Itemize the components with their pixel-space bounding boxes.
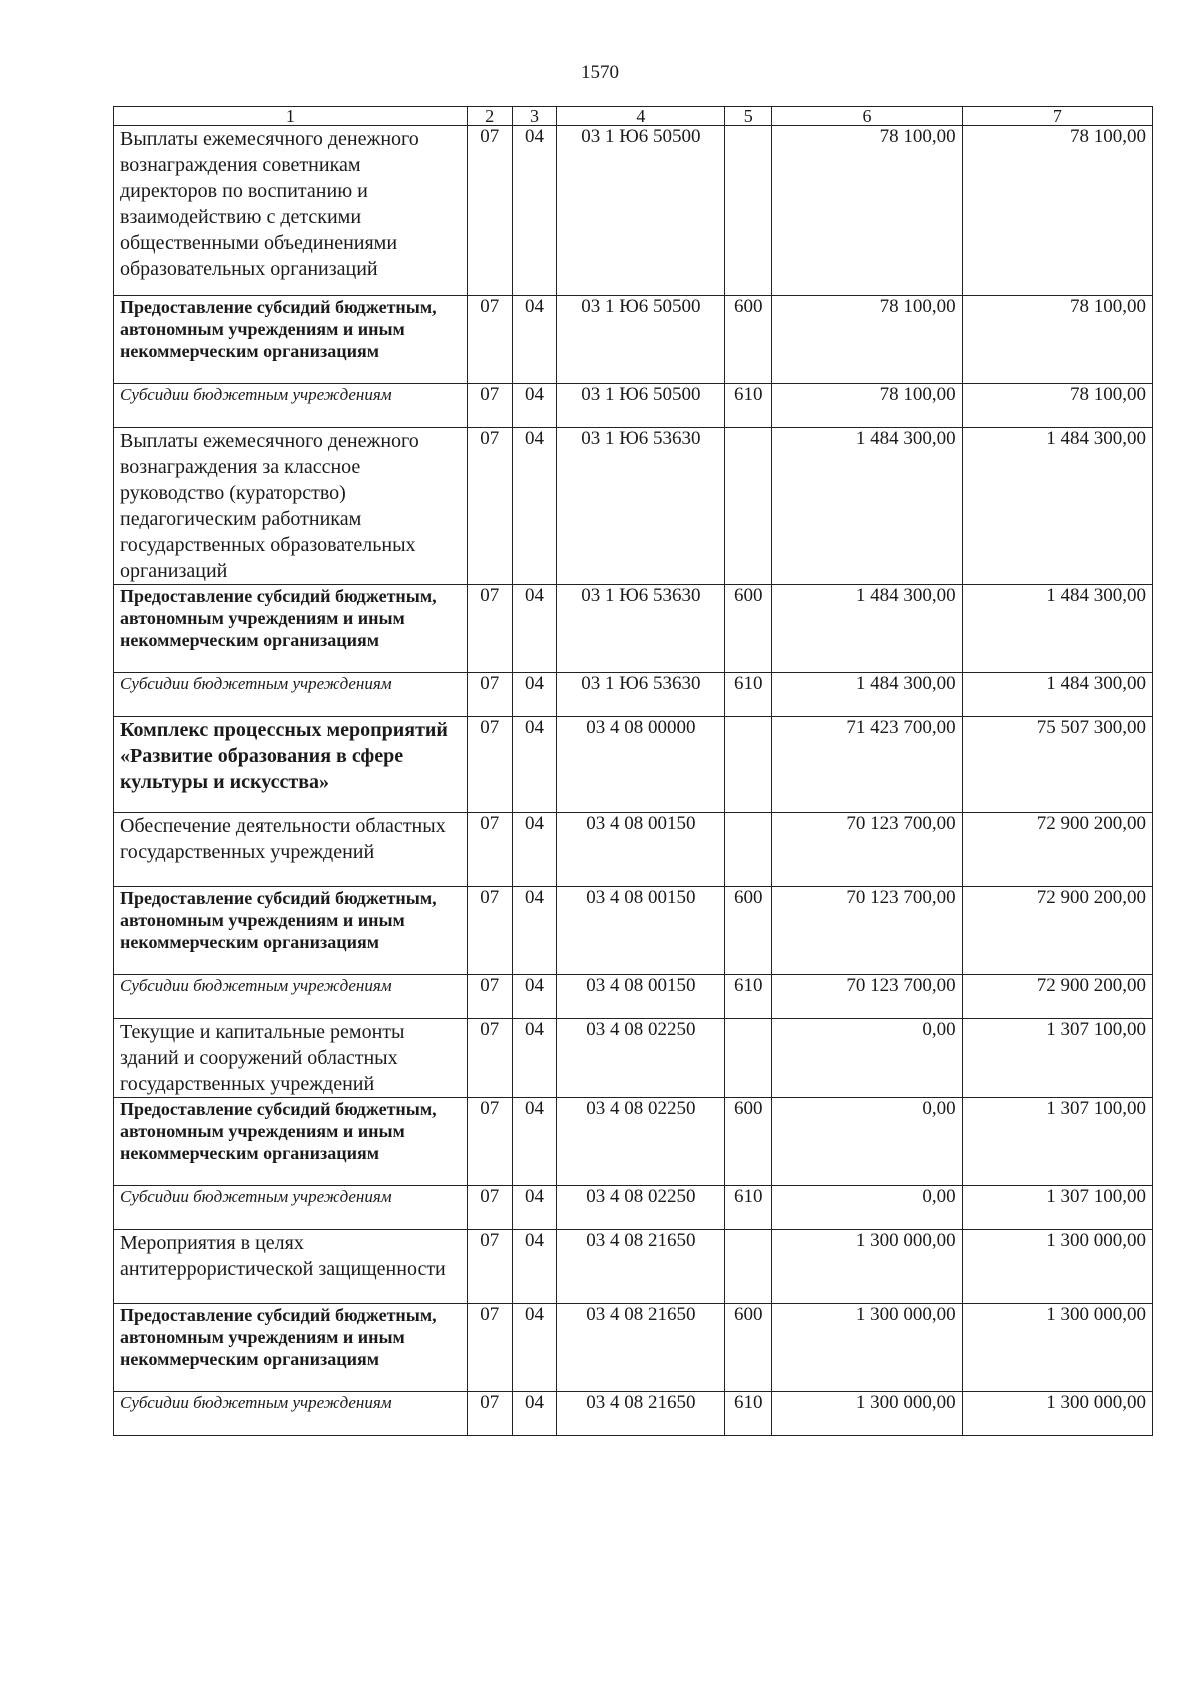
row-amount-cell: 1 484 300,00 xyxy=(962,585,1152,673)
row-amount-cell: 78 100,00 xyxy=(772,384,962,428)
row-target-code-cell: 03 4 08 02250 xyxy=(557,1186,725,1230)
row-subsection-cell: 04 xyxy=(512,717,557,813)
row-amount-cell: 1 484 300,00 xyxy=(962,673,1152,717)
table-body xyxy=(114,126,1153,1436)
row-target-code-cell: 03 4 08 00150 xyxy=(557,813,725,887)
table-row xyxy=(114,585,1153,673)
table-row xyxy=(114,887,1153,975)
row-target-code-cell: 03 1 Ю6 50500 xyxy=(557,296,725,384)
row-section-cell: 07 xyxy=(467,813,512,887)
row-subsection-cell: 04 xyxy=(512,813,557,887)
row-target-code-cell: 03 4 08 21650 xyxy=(557,1392,725,1436)
row-name-cell: Субсидии бюджетным учреждениям xyxy=(114,673,468,717)
row-name-cell: Предоставление субсидий бюджетным, автономным учреждениям и иным некоммерческим организациям xyxy=(114,887,468,975)
row-subsection-cell: 04 xyxy=(512,1230,557,1304)
row-amount-cell: 0,00 xyxy=(772,1019,962,1098)
header-cell: 7 xyxy=(962,107,1152,126)
row-section-cell: 07 xyxy=(467,1186,512,1230)
row-subsection-cell: 04 xyxy=(512,585,557,673)
table-row xyxy=(114,813,1153,887)
row-expense-type-cell: 610 xyxy=(725,1392,772,1436)
row-amount-cell: 1 484 300,00 xyxy=(772,585,962,673)
row-amount-cell: 71 423 700,00 xyxy=(772,717,962,813)
row-expense-type-cell: 600 xyxy=(725,296,772,384)
row-subsection-cell: 04 xyxy=(512,384,557,428)
row-target-code-cell: 03 4 08 00000 xyxy=(557,717,725,813)
row-expense-type-cell: 600 xyxy=(725,1304,772,1392)
row-name-cell: Текущие и капитальные ремонты зданий и сооружений областных государственных учреждений xyxy=(114,1019,468,1098)
table-row xyxy=(114,384,1153,428)
row-section-cell: 07 xyxy=(467,673,512,717)
row-name-cell: Обеспечение деятельности областных государственных учреждений xyxy=(114,813,468,887)
row-name-cell: Предоставление субсидий бюджетным, автономным учреждениям и иным некоммерческим организациям xyxy=(114,1304,468,1392)
row-expense-type-cell xyxy=(725,1230,772,1304)
row-amount-cell: 1 300 000,00 xyxy=(962,1304,1152,1392)
row-section-cell: 07 xyxy=(467,296,512,384)
row-amount-cell: 1 484 300,00 xyxy=(962,428,1152,585)
row-amount-cell: 72 900 200,00 xyxy=(962,813,1152,887)
row-target-code-cell: 03 4 08 21650 xyxy=(557,1230,725,1304)
row-expense-type-cell: 610 xyxy=(725,384,772,428)
row-name-cell: Предоставление субсидий бюджетным, автономным учреждениям и иным некоммерческим организациям xyxy=(114,296,468,384)
row-expense-type-cell: 610 xyxy=(725,1186,772,1230)
row-amount-cell: 78 100,00 xyxy=(962,296,1152,384)
row-amount-cell: 0,00 xyxy=(772,1186,962,1230)
row-name-cell: Предоставление субсидий бюджетным, автономным учреждениям и иным некоммерческим организациям xyxy=(114,585,468,673)
table-row xyxy=(114,1392,1153,1436)
table-row xyxy=(114,126,1153,296)
row-target-code-cell: 03 1 Ю6 53630 xyxy=(557,673,725,717)
row-expense-type-cell xyxy=(725,126,772,296)
table-row xyxy=(114,1186,1153,1230)
row-section-cell: 07 xyxy=(467,384,512,428)
row-name-cell: Субсидии бюджетным учреждениям xyxy=(114,1186,468,1230)
row-name-cell: Комплекс процессных мероприятий «Развитие образования в сфере культуры и искусства» xyxy=(114,717,468,813)
header-cell: 2 xyxy=(467,107,512,126)
table-row xyxy=(114,673,1153,717)
row-amount-cell: 78 100,00 xyxy=(772,126,962,296)
table-row xyxy=(114,428,1153,585)
page-number: 1570 xyxy=(581,62,619,83)
row-section-cell: 07 xyxy=(467,1230,512,1304)
header-cell: 5 xyxy=(725,107,772,126)
row-amount-cell: 0,00 xyxy=(772,1098,962,1186)
row-name-cell: Предоставление субсидий бюджетным, автономным учреждениям и иным некоммерческим организациям xyxy=(114,1098,468,1186)
header-cell: 3 xyxy=(512,107,557,126)
row-name-cell: Выплаты ежемесячного денежного вознаграждения советникам директоров по воспитанию и взаимодействию с детскими общественными объединениями образовательных организаций xyxy=(114,126,468,296)
row-amount-cell: 1 484 300,00 xyxy=(772,673,962,717)
row-amount-cell: 78 100,00 xyxy=(962,384,1152,428)
row-amount-cell: 1 300 000,00 xyxy=(772,1230,962,1304)
row-name-cell: Субсидии бюджетным учреждениям xyxy=(114,384,468,428)
header-cell: 1 xyxy=(114,107,468,126)
row-target-code-cell: 03 4 08 00150 xyxy=(557,887,725,975)
row-subsection-cell: 04 xyxy=(512,1304,557,1392)
row-subsection-cell: 04 xyxy=(512,428,557,585)
row-subsection-cell: 04 xyxy=(512,1019,557,1098)
row-amount-cell: 1 484 300,00 xyxy=(772,428,962,585)
row-target-code-cell: 03 1 Ю6 53630 xyxy=(557,428,725,585)
row-amount-cell: 1 300 000,00 xyxy=(962,1392,1152,1436)
row-target-code-cell: 03 1 Ю6 53630 xyxy=(557,585,725,673)
row-amount-cell: 78 100,00 xyxy=(772,296,962,384)
row-amount-cell: 70 123 700,00 xyxy=(772,813,962,887)
row-section-cell: 07 xyxy=(467,717,512,813)
row-section-cell: 07 xyxy=(467,975,512,1019)
row-amount-cell: 72 900 200,00 xyxy=(962,887,1152,975)
table-row xyxy=(114,1098,1153,1186)
row-expense-type-cell: 600 xyxy=(725,887,772,975)
row-expense-type-cell: 610 xyxy=(725,673,772,717)
row-amount-cell: 1 307 100,00 xyxy=(962,1098,1152,1186)
row-amount-cell: 78 100,00 xyxy=(962,126,1152,296)
row-name-cell: Выплаты ежемесячного денежного вознаграждения за классное руководство (кураторство) педагогическим работникам государственных образовательных организаций xyxy=(114,428,468,585)
row-subsection-cell: 04 xyxy=(512,673,557,717)
row-name-cell: Мероприятия в целях антитеррористической защищенности xyxy=(114,1230,468,1304)
row-amount-cell: 72 900 200,00 xyxy=(962,975,1152,1019)
row-expense-type-cell: 610 xyxy=(725,975,772,1019)
row-amount-cell: 70 123 700,00 xyxy=(772,887,962,975)
table-row xyxy=(114,975,1153,1019)
row-subsection-cell: 04 xyxy=(512,975,557,1019)
table-row xyxy=(114,1019,1153,1098)
row-expense-type-cell: 600 xyxy=(725,1098,772,1186)
table-row xyxy=(114,1304,1153,1392)
header-row xyxy=(114,107,1153,126)
row-section-cell: 07 xyxy=(467,428,512,585)
row-subsection-cell: 04 xyxy=(512,887,557,975)
table-row xyxy=(114,717,1153,813)
table-row xyxy=(114,1230,1153,1304)
row-amount-cell: 1 300 000,00 xyxy=(772,1392,962,1436)
row-expense-type-cell xyxy=(725,717,772,813)
row-subsection-cell: 04 xyxy=(512,1186,557,1230)
row-expense-type-cell xyxy=(725,428,772,585)
header-cell: 4 xyxy=(557,107,725,126)
row-expense-type-cell xyxy=(725,1019,772,1098)
header-cell: 6 xyxy=(772,107,962,126)
row-target-code-cell: 03 1 Ю6 50500 xyxy=(557,126,725,296)
row-expense-type-cell xyxy=(725,813,772,887)
row-amount-cell: 1 307 100,00 xyxy=(962,1019,1152,1098)
row-subsection-cell: 04 xyxy=(512,1392,557,1436)
budget-table xyxy=(113,106,1153,1436)
row-amount-cell: 1 300 000,00 xyxy=(962,1230,1152,1304)
row-section-cell: 07 xyxy=(467,1392,512,1436)
row-target-code-cell: 03 4 08 02250 xyxy=(557,1019,725,1098)
row-section-cell: 07 xyxy=(467,585,512,673)
row-section-cell: 07 xyxy=(467,1304,512,1392)
row-subsection-cell: 04 xyxy=(512,296,557,384)
row-subsection-cell: 04 xyxy=(512,126,557,296)
row-section-cell: 07 xyxy=(467,1098,512,1186)
row-subsection-cell: 04 xyxy=(512,1098,557,1186)
row-amount-cell: 70 123 700,00 xyxy=(772,975,962,1019)
row-target-code-cell: 03 4 08 02250 xyxy=(557,1098,725,1186)
row-name-cell: Субсидии бюджетным учреждениям xyxy=(114,975,468,1019)
row-amount-cell: 75 507 300,00 xyxy=(962,717,1152,813)
table-row xyxy=(114,296,1153,384)
row-target-code-cell: 03 4 08 00150 xyxy=(557,975,725,1019)
row-section-cell: 07 xyxy=(467,1019,512,1098)
row-amount-cell: 1 300 000,00 xyxy=(772,1304,962,1392)
row-section-cell: 07 xyxy=(467,887,512,975)
row-section-cell: 07 xyxy=(467,126,512,296)
row-target-code-cell: 03 4 08 21650 xyxy=(557,1304,725,1392)
row-expense-type-cell: 600 xyxy=(725,585,772,673)
row-name-cell: Субсидии бюджетным учреждениям xyxy=(114,1392,468,1436)
row-target-code-cell: 03 1 Ю6 50500 xyxy=(557,384,725,428)
row-amount-cell: 1 307 100,00 xyxy=(962,1186,1152,1230)
